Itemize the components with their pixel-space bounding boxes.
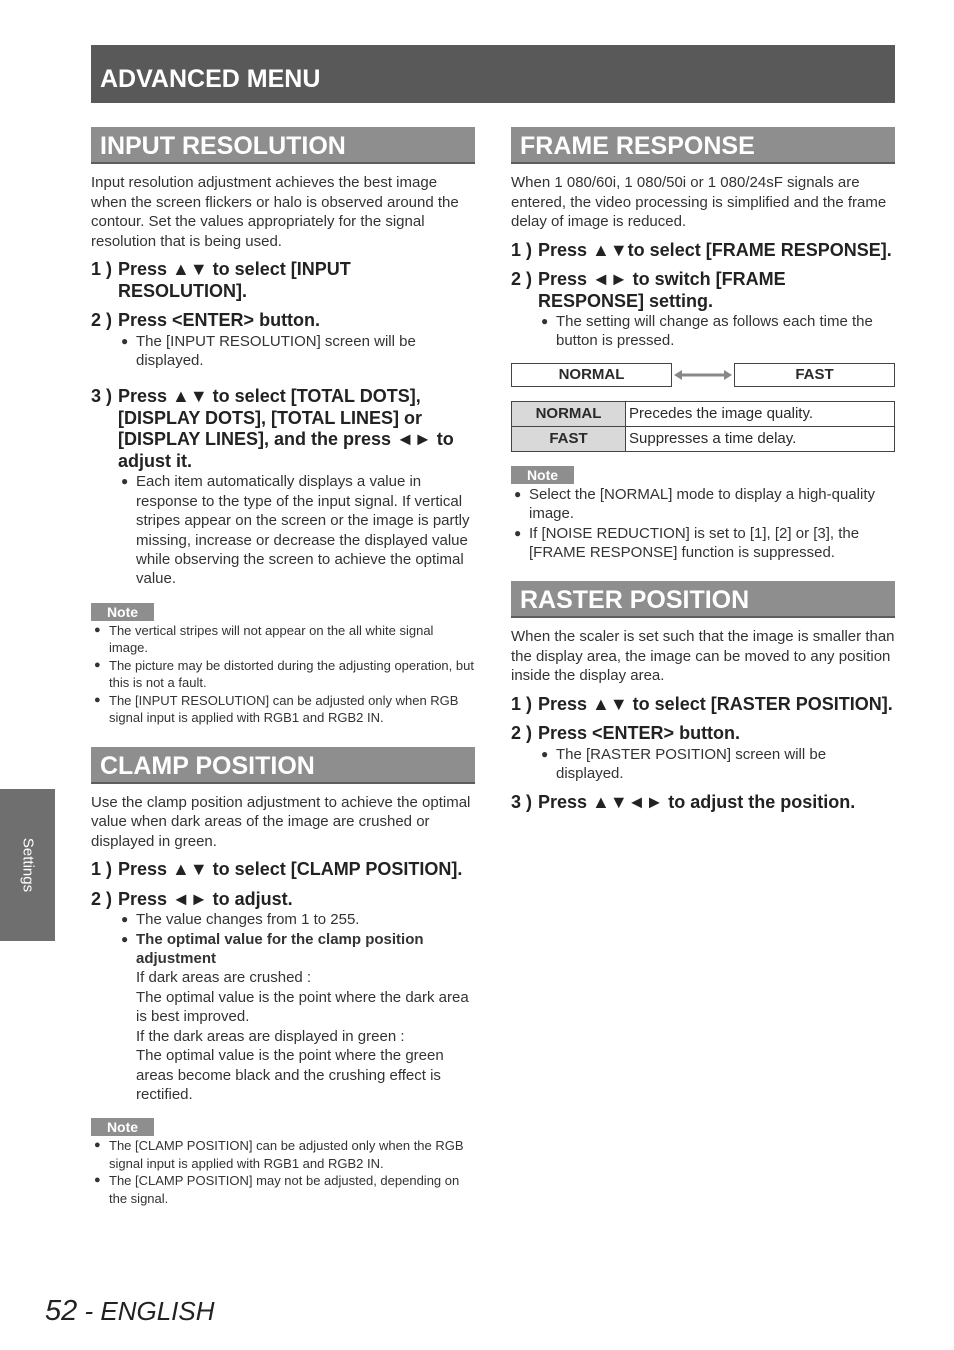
step-number: 2 ): [511, 723, 533, 744]
section-title: CLAMP POSITION: [91, 747, 475, 784]
step-text: Press ▲▼ to select [CLAMP POSITION].: [118, 859, 463, 880]
bullet-icon: ●: [541, 746, 549, 761]
side-tab-label: Settings: [19, 837, 36, 893]
section-frame-response: [511, 127, 895, 562]
flow-normal-box: NORMAL: [511, 363, 672, 387]
step-number: 2 ): [91, 888, 113, 909]
table-key: FAST: [512, 426, 626, 451]
bullet-item: [121, 910, 475, 929]
step: [91, 889, 475, 911]
step-text: Press ◄► to switch [FRAME RESPONSE] setting.: [538, 269, 786, 311]
step: [91, 859, 475, 881]
note-box: [91, 603, 475, 727]
bullet-icon: ●: [121, 931, 129, 946]
table-value: Precedes the image quality.: [626, 401, 895, 426]
paragraph: The optimal value is the point where the dark area is best improved.: [136, 988, 469, 1026]
bullet-item: [121, 930, 475, 969]
bullet-text: The [INPUT RESOLUTION] screen will be displayed.: [136, 332, 416, 369]
bullet-icon: ●: [94, 623, 101, 636]
note-item: [514, 485, 895, 524]
bullet-item: [541, 312, 895, 351]
note-text: The [CLAMP POSITION] can be adjusted only when the RGB signal input is applied with RGB1 and RGB2 IN.: [109, 1138, 464, 1171]
section-intro: When the scaler is set such that the image is smaller than the display area, the image can be moved to any position inside the display area.: [511, 628, 895, 685]
step-number: 1 ): [91, 259, 113, 279]
note-item: [94, 1172, 475, 1207]
table-key: NORMAL: [512, 401, 626, 426]
step: [511, 694, 895, 716]
bullet-text: The value changes from 1 to 255.: [136, 911, 360, 929]
bullet-icon: ●: [94, 1174, 101, 1187]
step: [91, 310, 475, 332]
note-item: [94, 622, 475, 657]
section-raster-position: [511, 581, 895, 813]
section-intro: When 1 080/60i, 1 080/50i or 1 080/24sF signals are entered, the video processing is simplified and the frame delay of image is reduced.: [511, 174, 887, 230]
note-label: Note: [91, 1118, 154, 1136]
page-footer: [45, 1295, 215, 1328]
paragraph: If dark areas are crushed :: [136, 969, 312, 987]
bullet-text: The optimal value for the clamp position adjustment: [136, 930, 424, 968]
table-row: [512, 401, 895, 426]
step-number: 1 ): [511, 239, 533, 260]
step-text: Press ◄► to adjust.: [118, 888, 293, 909]
note-label: Note: [91, 603, 154, 621]
step-number: 2 ): [511, 269, 533, 289]
right-column: [511, 127, 895, 813]
step-text: Press <ENTER> button.: [538, 723, 741, 744]
bullet-text: The [RASTER POSITION] screen will be displayed.: [556, 745, 827, 783]
bullet-icon: ●: [94, 693, 101, 706]
note-text: The vertical stripes will not appear on the all white signal image.: [109, 622, 434, 656]
note-item: [94, 657, 475, 692]
bullet-text: Each item automatically displays a value in response to the type of the input signal. If vertical stripes appear on the screen or the image is partly missing, increase or decrease the displayed value while observing the screen to achieve the optimal value.: [136, 473, 470, 588]
page-number: 52: [45, 1295, 78, 1327]
bullet-icon: ●: [514, 525, 522, 540]
note-label: Note: [511, 466, 574, 484]
note-text: If [NOISE REDUCTION] is set to [1], [2] or [3], the [FRAME RESPONSE] function is suppressed.: [529, 524, 860, 562]
step-number: 1 ): [511, 693, 533, 714]
bullet-icon: ●: [121, 474, 129, 489]
step-text: Press ▲▼ to select [TOTAL DOTS], [DISPLAY DOTS], [TOTAL LINES] or [DISPLAY LINES], and the press ◄► to adjust it.: [118, 386, 454, 471]
bullet-icon: ●: [514, 486, 522, 501]
bullet-item: [121, 472, 475, 588]
note-text: The [CLAMP POSITION] may not be adjusted, depending on the signal.: [109, 1173, 460, 1206]
note-text: The [INPUT RESOLUTION] can be adjusted only when RGB signal input is applied with RGB1 and RGB2 IN.: [109, 692, 459, 726]
bullet-icon: ●: [541, 314, 549, 328]
section-input-resolution: [91, 127, 475, 727]
paragraph: The optimal value is the point where the green areas become black and the crushing effect is rectified.: [136, 1047, 444, 1103]
paragraph: If the dark areas are displayed in green :: [136, 1027, 405, 1045]
note-text: Select the [NORMAL] mode to display a high-quality image.: [529, 485, 876, 523]
section-title: FRAME RESPONSE: [511, 127, 895, 164]
step-text: Press <ENTER> button.: [118, 310, 321, 330]
note-box: [511, 466, 895, 563]
step-number: 3 ): [511, 791, 533, 812]
bullet-icon: ●: [94, 658, 101, 671]
note-text: The picture may be distorted during the adjusting operation, but this is not a fault.: [109, 657, 474, 691]
table-value: Suppresses a time delay.: [626, 426, 895, 451]
double-arrow-icon: [674, 369, 732, 381]
step-text: Press ▲▼◄► to adjust the position.: [538, 791, 856, 812]
step-number: 2 ): [91, 310, 113, 330]
section-intro: Use the clamp position adjustment to achieve the optimal value when dark areas of the image are crushed or displayed in green.: [91, 793, 471, 850]
bullet-item: [541, 745, 895, 784]
setting-flow: [511, 363, 895, 387]
step: [511, 240, 895, 262]
note-item: [94, 1137, 475, 1172]
header-title: ADVANCED MENU: [100, 65, 321, 93]
side-tab-settings: [0, 789, 55, 941]
step-number: 1 ): [91, 859, 113, 880]
bullet-text: The setting will change as follows each time the button is pressed.: [556, 313, 873, 350]
header-bar: [91, 45, 895, 103]
bullet-icon: ●: [94, 1139, 101, 1152]
section-title: RASTER POSITION: [511, 581, 895, 618]
bullet-icon: ●: [121, 912, 129, 927]
section-intro: Input resolution adjustment achieves the best image when the screen flickers or halo is observed around the contour. Set the values appropriately for the signal resolution that is being used.: [91, 174, 459, 250]
step-text: Press ▲▼to select [FRAME RESPONSE].: [538, 239, 892, 260]
step-number: 3 ): [91, 386, 113, 407]
step: [91, 259, 475, 302]
bullet-item: [121, 332, 475, 371]
table-row: [512, 426, 895, 451]
flow-fast-box: FAST: [734, 363, 895, 387]
step-text: Press ▲▼ to select [RASTER POSITION].: [538, 693, 893, 714]
section-clamp-position: [91, 747, 475, 1208]
page-language: - ENGLISH: [77, 1296, 215, 1326]
step: [91, 386, 475, 472]
step: [511, 269, 895, 312]
note-box: [91, 1118, 475, 1207]
setting-table: [511, 401, 895, 452]
note-item: [514, 524, 895, 563]
step: [511, 792, 895, 814]
note-item: [94, 692, 475, 727]
bullet-icon: ●: [121, 333, 129, 348]
section-title: INPUT RESOLUTION: [91, 127, 475, 164]
step: [511, 723, 895, 745]
step-text: Press ▲▼ to select [INPUT RESOLUTION].: [118, 259, 351, 301]
left-column: [91, 127, 475, 1207]
